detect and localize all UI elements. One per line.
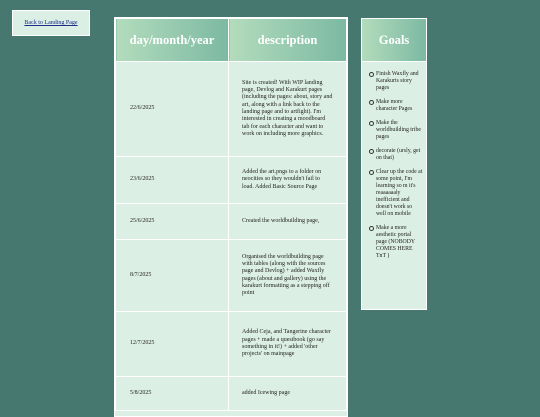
goal-text: Make a more aesthetic portal page (NOBODY COMES HERE TnT ) bbox=[376, 225, 415, 259]
row-description: Added Ceja, and Tangerine character pages + made a questbook (go say something in it!) + added 'other projects' on mainpage bbox=[229, 312, 347, 377]
row-date: 22/6/2025 bbox=[116, 62, 229, 157]
table-row bbox=[116, 312, 347, 377]
goals-list bbox=[362, 62, 426, 260]
date-column-header: day/month/year bbox=[116, 19, 229, 62]
devlog-table-container bbox=[114, 17, 348, 417]
table-row bbox=[116, 157, 347, 204]
circle-bullet-icon bbox=[369, 149, 374, 154]
table-row bbox=[116, 62, 347, 157]
list-item bbox=[376, 99, 423, 113]
goal-text: decorate (ursly, get on that) bbox=[376, 148, 421, 161]
row-date: 23/6/2025 bbox=[116, 157, 229, 204]
back-link-box bbox=[12, 10, 90, 36]
row-date: 25/6/2025 bbox=[116, 204, 229, 240]
row-description: Created the worldbuilding page, bbox=[229, 204, 347, 240]
row-description: Site is created! With WIP landing page, Devlog and Karakurt pages (including the pages: about, story and art, along with a link back to the landing page and to artfight). I'm interested in creating a moodboard tab for each character and want to work on including more graphics. bbox=[229, 62, 347, 157]
list-item bbox=[376, 225, 423, 260]
circle-bullet-icon bbox=[369, 121, 374, 126]
circle-bullet-icon bbox=[369, 226, 374, 231]
row-description: Organised the worldbuilding page with tables (along with the sources page and Devlog) + added Waxfly pages (about and gallery) using the karakurt formatting as a stepping off point bbox=[229, 240, 347, 312]
circle-bullet-icon bbox=[369, 100, 374, 105]
list-item bbox=[376, 120, 423, 141]
list-item bbox=[376, 71, 423, 92]
table-row bbox=[116, 240, 347, 312]
row-date: 5/8/2025 bbox=[116, 377, 229, 411]
goals-title: Goals bbox=[362, 19, 426, 62]
table-row bbox=[116, 204, 347, 240]
devlog-header-row bbox=[116, 19, 347, 62]
goal-text: Make more character Pages bbox=[376, 99, 413, 112]
devlog-table bbox=[115, 18, 347, 411]
row-date: 12/7/2025 bbox=[116, 312, 229, 377]
list-item bbox=[376, 148, 423, 162]
description-column-header: description bbox=[229, 19, 347, 62]
back-to-landing-link[interactable]: Back to Landing Page bbox=[24, 20, 78, 26]
circle-bullet-icon bbox=[369, 170, 374, 175]
goal-text: Finish Waxfly and Karakurts story pages bbox=[376, 71, 419, 91]
goals-panel bbox=[361, 18, 427, 310]
list-item bbox=[376, 169, 423, 218]
circle-bullet-icon bbox=[369, 72, 374, 77]
row-description: Added the art.pngs to a folder on neocities so they wouldn't fail to load. Added Basic Source Page bbox=[229, 157, 347, 204]
row-date: 8/7/2025 bbox=[116, 240, 229, 312]
goal-text: Make the worldbuilding tribe pages bbox=[376, 120, 421, 140]
goal-text: Clear up the code at some point, I'm learning so m it's reaaaaaaly inefficient and doesn't work so well on mobile bbox=[376, 169, 423, 217]
row-description: added Icewing page bbox=[229, 377, 347, 411]
table-row bbox=[116, 377, 347, 411]
